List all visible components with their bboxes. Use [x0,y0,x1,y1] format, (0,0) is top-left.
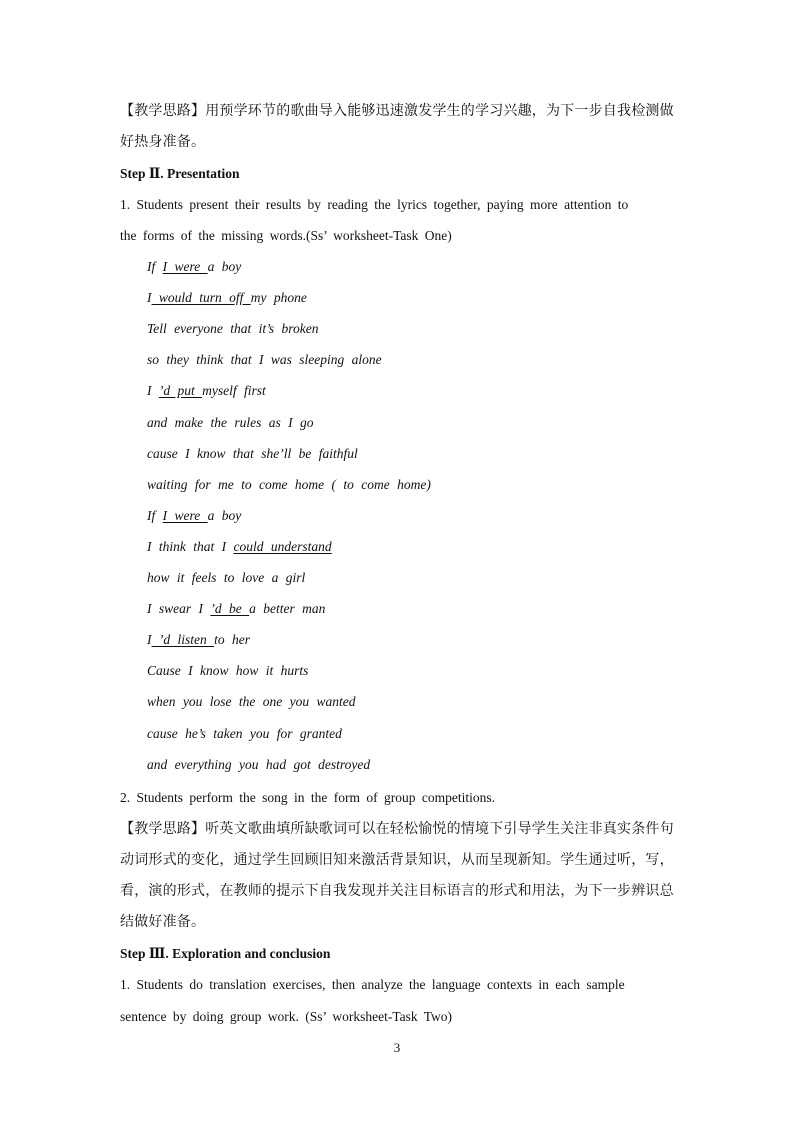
lyric-blank-answer: ’d be [210,601,250,616]
lyric-line [147,506,241,526]
lyric-line [147,381,266,401]
lyric-line [147,724,342,744]
lyric-text: a boy [207,259,242,274]
lyric-text: a better man [249,601,326,616]
step-2-item-1: 1. Students present their results by reading the lyrics together, paying more attention to [120,197,629,212]
lyric-text: I [147,632,152,647]
lyric-text: myself first [202,383,266,398]
lyric-blank-answer: ’d listen [151,632,215,647]
step-2-item-2: 2. Students perform the song in the form of group competitions. [120,790,495,805]
lyric-line [147,537,332,557]
page-number: 3 [393,1040,401,1055]
teaching-idea-line: 看，演的形式，在教师的提示下自我发现并关注目标语言的形式和用法，为下一步辨识总 [120,883,674,899]
lyric-text: how it feels to love a girl [147,570,306,585]
lyric-blank-answer: I were [162,259,208,274]
lyric-text: to her [214,632,250,647]
lyric-blank-answer: could understand [233,539,332,554]
lyric-text: Tell everyone that it’s broken [147,321,319,336]
lyric-line [147,661,308,681]
lyric-line [147,692,355,712]
lyric-blank-answer: would turn off [151,290,251,305]
teaching-idea-line: 动词形式的变化，通过学生回顾旧知来激活背景知识，从而呈现新知。学生通过听，写， [120,852,674,868]
lyric-text: If [147,508,163,523]
teaching-idea-line: 【教学思路】听英文歌曲填所缺歌词可以在轻松愉悦的情境下引导学生关注非真实条件句 [120,821,674,837]
lyric-line [147,568,305,588]
step-2-heading: Step Ⅱ. Presentation [120,166,240,181]
lyric-text: and everything you had got destroyed [147,757,371,772]
lyric-text: cause he’s taken you for granted [147,726,342,741]
teaching-idea-line: 好热身准备。 [120,134,206,150]
step-3-item-1: 1. Students do translation exercises, then analyze the language contexts in each sample [120,977,625,992]
lyric-line [147,630,250,650]
lyric-line [147,599,325,619]
lyric-text: so they think that I was sleeping alone [147,352,382,367]
lyric-text: a boy [207,508,242,523]
lyric-text: I [147,383,159,398]
lyric-text: I [147,290,152,305]
lyric-line [147,475,431,495]
lyric-text: I think that I [147,539,234,554]
lyric-line [147,350,382,370]
lyric-blank-answer: I were [162,508,208,523]
lyric-text: Cause I know how it hurts [147,663,309,678]
step-2-item-1-cont: the forms of the missing words.(Ss’ worksheet-Task One) [120,228,452,243]
step-3-heading: Step Ⅲ. Exploration and conclusion [120,946,331,961]
teaching-idea-line: 【教学思路】用预学环节的歌曲导入能够迅速激发学生的学习兴趣，为下一步自我检测做 [120,103,674,119]
lyric-line [147,444,358,464]
teaching-idea-line: 结做好准备。 [120,914,206,930]
lyric-text: I swear I [147,601,211,616]
lyric-line [147,257,241,277]
lyric-text: waiting for me to come home ( to come home) [147,477,431,492]
lyric-line [147,319,318,339]
lyric-text: when you lose the one you wanted [147,694,356,709]
lyric-text: If [147,259,163,274]
lyric-text: cause I know that she’ll be faithful [147,446,358,461]
lyric-text: and make the rules as I go [147,415,314,430]
lyric-line [147,288,307,308]
lyric-line [147,755,370,775]
lyric-text: my phone [250,290,307,305]
step-3-item-1-cont: sentence by doing group work. (Ss’ worksheet-Task Two) [120,1009,453,1024]
lyric-blank-answer: ’d put [158,383,203,398]
lyric-line [147,413,313,433]
